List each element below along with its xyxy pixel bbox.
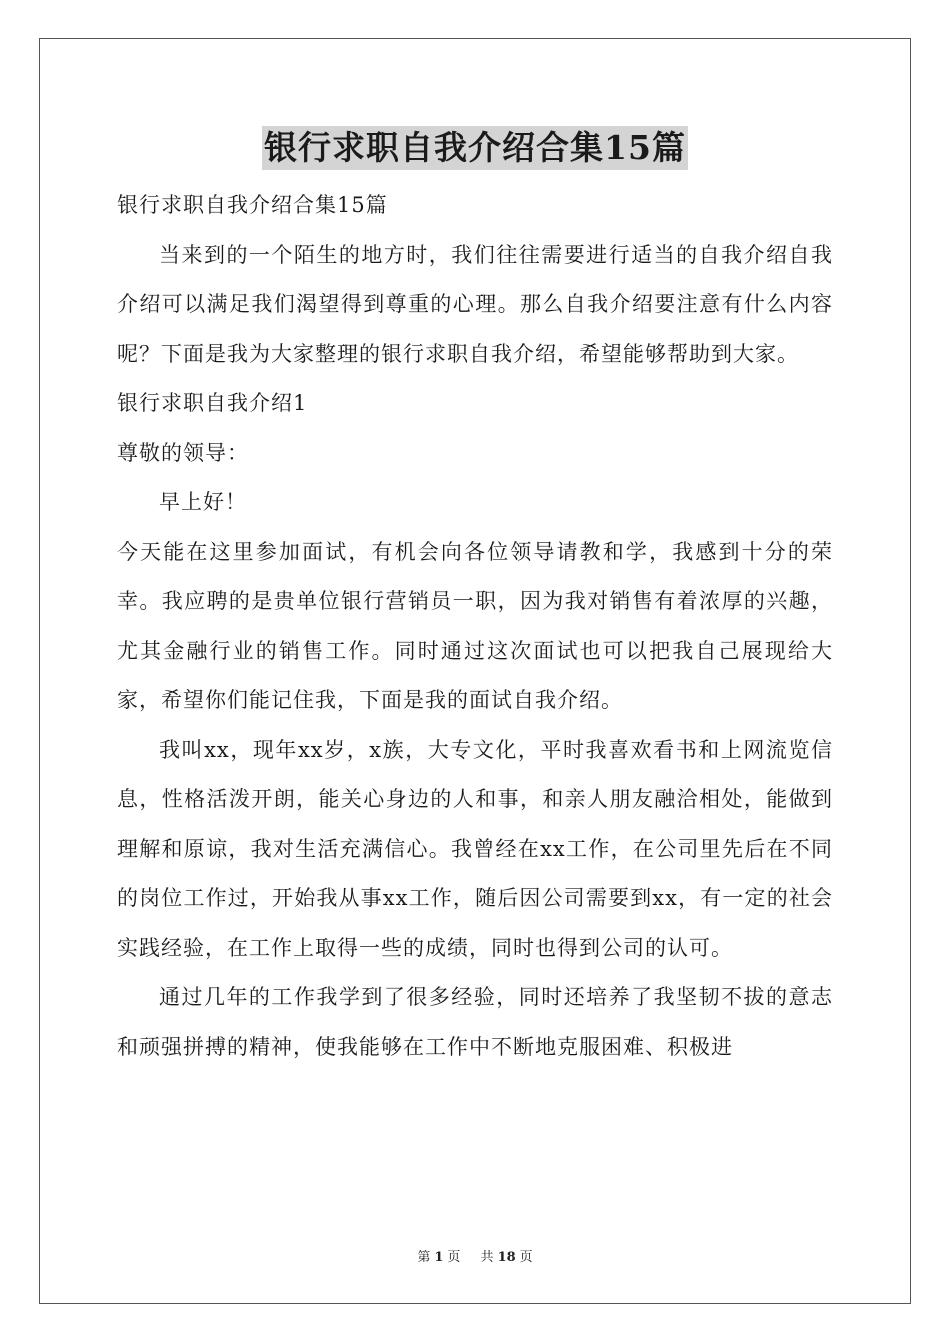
total-pages-indicator: 共 18 页 [480, 1250, 533, 1265]
document-title: 银行求职自我介绍合集15篇 [262, 126, 688, 170]
salutation: 尊敬的领导： [117, 440, 249, 465]
page-footer [0, 1246, 950, 1265]
paragraph: 今天能在这里参加面试，有机会向各位领导请教和学，我感到十分的荣幸。我应聘的是贵单位银行营销员一职，因为我对销售有着浓厚的兴趣，尤其金融行业的销售工作。同时通过这次面试也可以把我自己展现给大家，希望你们能记住我，下面是我的面试自我介绍。 [117, 539, 833, 712]
paragraph: 银行求职自我介绍合集15篇 [117, 193, 388, 217]
page-number: 1 [434, 1250, 444, 1265]
page-indicator: 第 1 页 [417, 1250, 461, 1265]
paragraph: 当来到的一个陌生的地方时，我们往往需要进行适当的自我介绍自我介绍可以满足我们渴望得到尊重的心理。那么自我介绍要注意有什么内容呢？下面是我为大家整理的银行求职自我介绍，希望能够帮助到大家。 [117, 242, 833, 366]
section-heading: 银行求职自我介绍1 [117, 391, 308, 415]
paragraph: 通过几年的工作我学到了很多经验，同时还培养了我坚韧不拔的意志和顽强拼搏的精神，使我能够在工作中不断地克服困难、积极进 [117, 985, 833, 1059]
paragraph: 我叫xx，现年xx岁，x族，大专文化，平时我喜欢看书和上网流览信息，性格活泼开朗，能关心身边的人和事，和亲人朋友融洽相处，能做到理解和原谅，我对生活充满信心。我曾经在xx工作，在公司里先后在不同的岗位工作过，开始我从事xx工作，随后因公司需要到xx，有一定的社会实践经验，在工作上取得一些的成绩，同时也得到公司的认可。 [117, 737, 833, 960]
title-container [0, 126, 950, 170]
document-body [117, 181, 833, 1072]
total-pages: 18 [497, 1250, 516, 1265]
greeting: 早上好！ [159, 490, 247, 514]
